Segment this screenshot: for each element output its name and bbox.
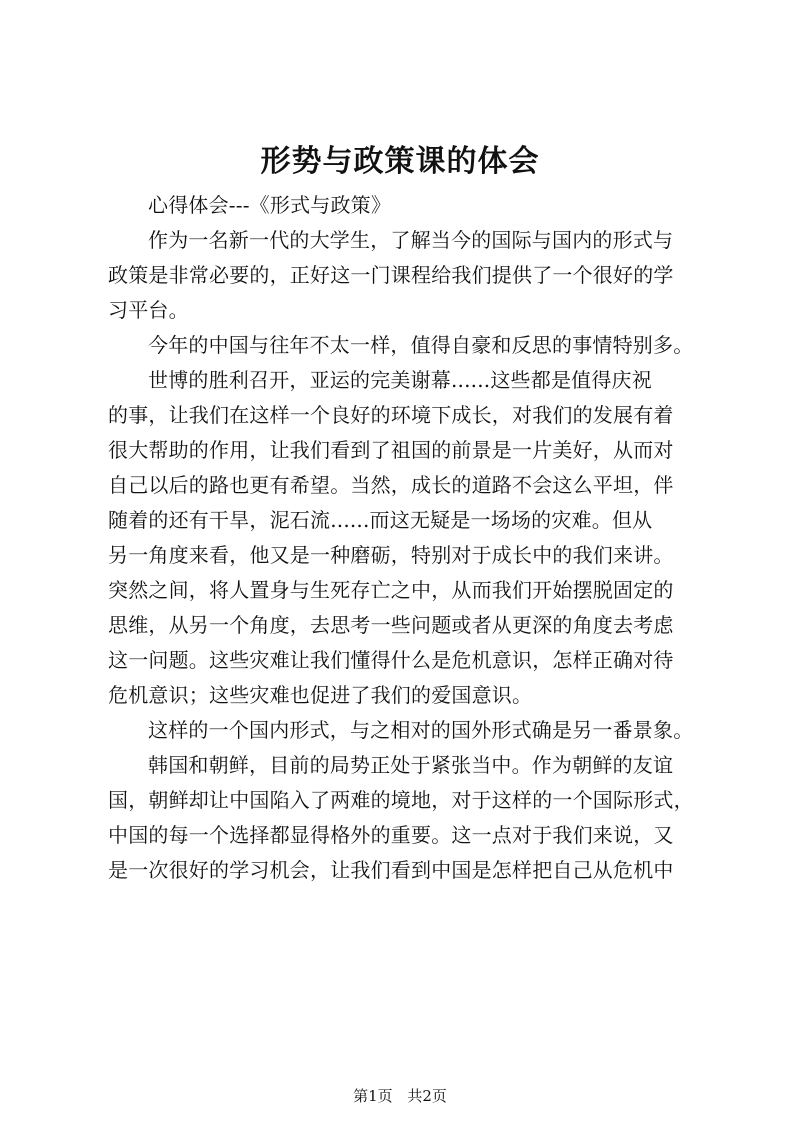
text-line: 政策是非常必要的，正好这一门课程给我们提供了一个很好的学 <box>108 263 674 287</box>
text-line: 习平台。 <box>108 298 189 322</box>
text-line: 危机意识；这些灾难也促进了我们的爱国意识。 <box>108 683 533 707</box>
text-line: 国，朝鲜却让中国陷入了两难的境地，对于这样的一个国际形式， <box>108 788 694 812</box>
text-line: 今年的中国与往年不太一样，值得自豪和反思的事情特别多。 <box>148 333 694 357</box>
text-line: 中国的每一个选择都显得格外的重要。这一点对于我们来说，又 <box>108 823 674 847</box>
text-line: 这一问题。这些灾难让我们懂得什么是危机意识，怎样正确对待 <box>108 648 674 672</box>
page-footer <box>0 1086 800 1106</box>
text-line: 是一次很好的学习机会，让我们看到中国是怎样把自己从危机中 <box>108 858 674 882</box>
text-line: 心得体会---《形式与政策》 <box>148 193 392 217</box>
text-line: 随着的还有干旱，泥石流......而这无疑是一场场的灾难。但从 <box>108 508 653 532</box>
text-line: 另一角度来看，他又是一种磨砺，特别对于成长中的我们来讲。 <box>108 543 674 567</box>
document-title: 形势与政策课的体会 <box>260 144 540 179</box>
text-line: 的事，让我们在这样一个良好的环境下成长，对我们的发展有着 <box>108 403 674 427</box>
text-line: 思维，从另一个角度，去思考一些问题或者从更深的角度去考虑 <box>108 613 674 637</box>
text-line: 很大帮助的作用，让我们看到了祖国的前景是一片美好，从而对 <box>108 438 674 462</box>
text-line: 世博的胜利召开，亚运的完美谢幕......这些都是值得庆祝 <box>148 368 652 392</box>
text-line: 突然之间，将人置身与生死存亡之中，从而我们开始摆脱固定的 <box>108 578 674 602</box>
page-total: 共2页 <box>407 1087 447 1105</box>
text-line: 韩国和朝鲜，目前的局势正处于紧张当中。作为朝鲜的友谊 <box>148 753 674 777</box>
document-body <box>108 188 708 888</box>
text-line: 自己以后的路也更有希望。当然，成长的道路不会这么平坦，伴 <box>108 473 674 497</box>
text-line: 这样的一个国内形式，与之相对的国外形式确是另一番景象。 <box>148 718 694 742</box>
text-line: 作为一名新一代的大学生，了解当今的国际与国内的形式与 <box>148 228 674 252</box>
page-number: 第1页 <box>353 1087 393 1105</box>
